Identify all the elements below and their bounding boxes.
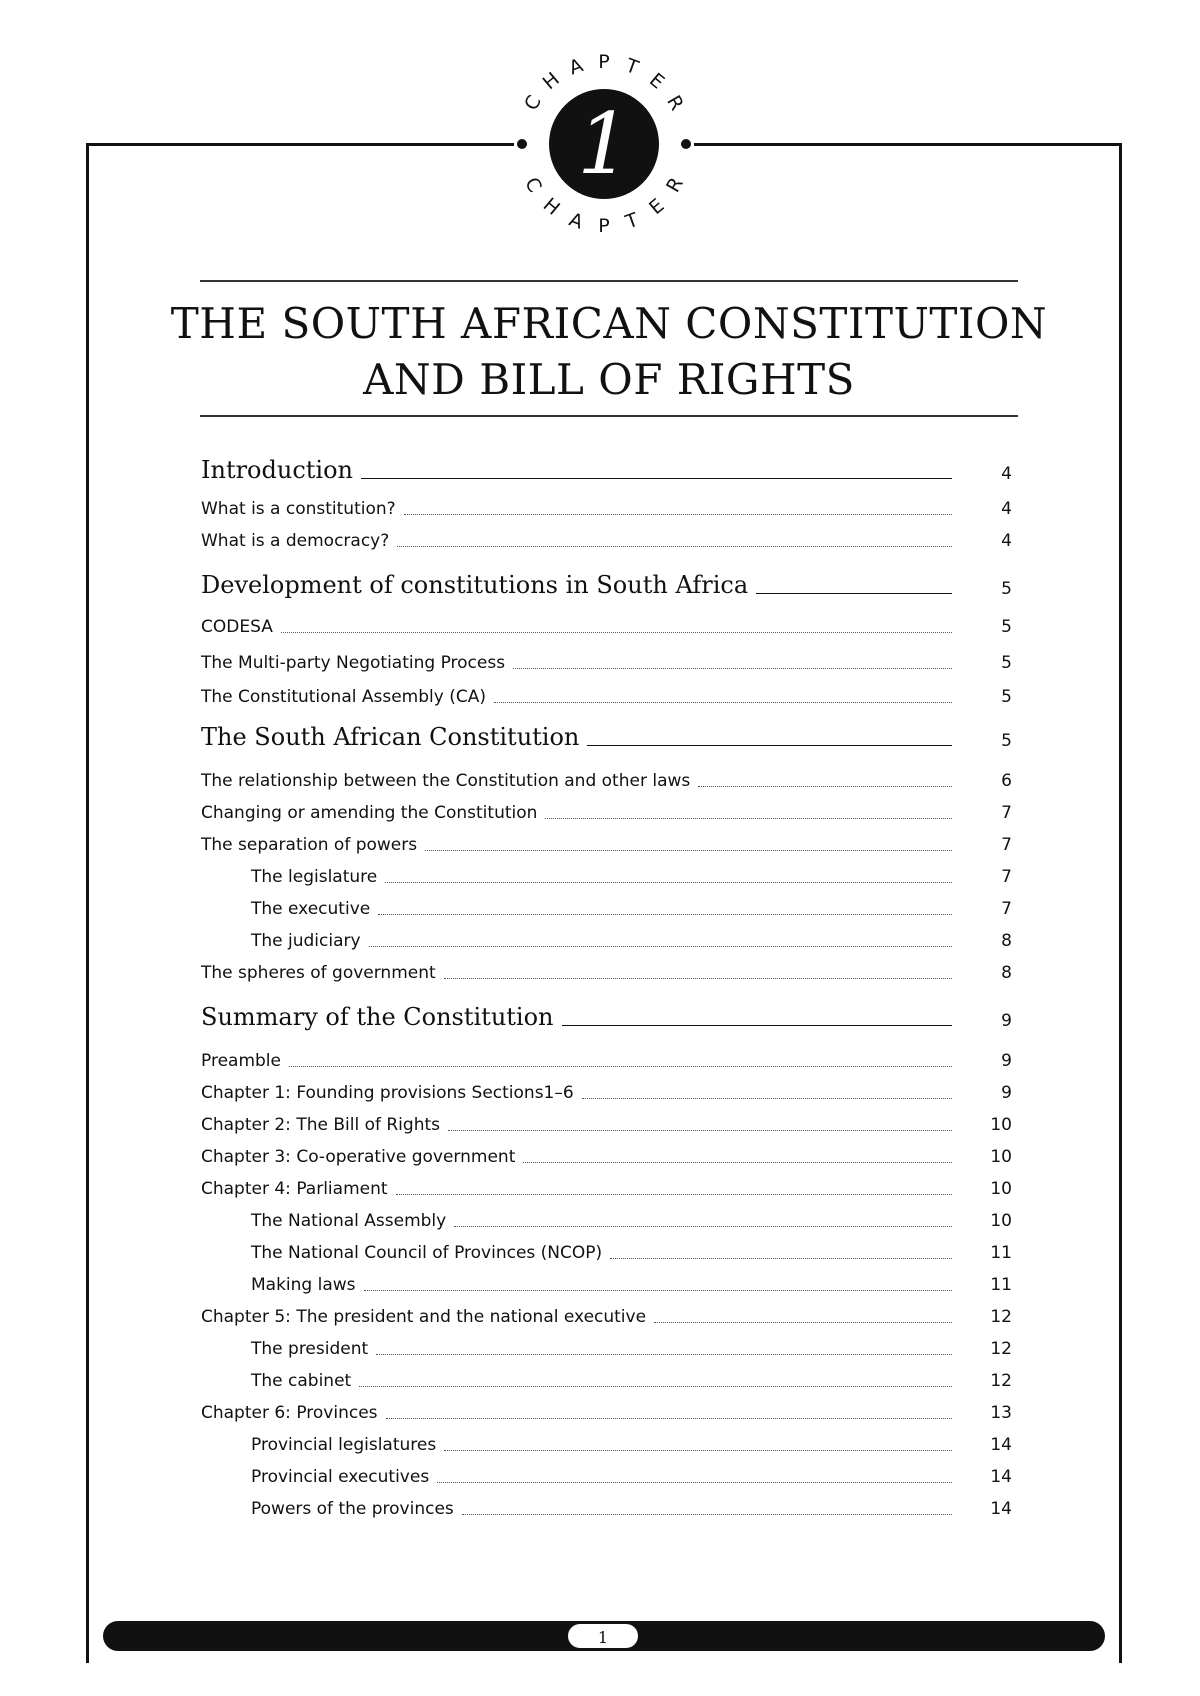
toc-entry-label: Chapter 6: Provinces — [201, 1403, 378, 1423]
ring-letter: E — [645, 68, 669, 94]
ring-letter: E — [645, 194, 669, 220]
toc-page-number: 4 — [1001, 499, 1012, 519]
toc-page-number: 5 — [1001, 617, 1012, 637]
toc-leader-line — [587, 745, 952, 746]
ring-letter: T — [622, 54, 642, 80]
toc-page-number: 6 — [1001, 771, 1012, 791]
toc-page-number: 11 — [990, 1275, 1012, 1295]
toc-entry-label: The executive — [251, 899, 371, 919]
toc-leader-line — [361, 478, 952, 479]
toc-page-number: 13 — [990, 1403, 1012, 1423]
toc-page-number: 12 — [990, 1371, 1012, 1391]
toc-page-number: 10 — [990, 1211, 1012, 1231]
toc-page-number: 4 — [1001, 531, 1012, 551]
toc-leader-line — [448, 1130, 952, 1131]
ring-letter: P — [598, 215, 610, 237]
toc-entry-label: Chapter 1: Founding provisions Sections1–6 — [201, 1083, 574, 1103]
toc-leader-line — [378, 914, 952, 915]
ring-letter: T — [622, 208, 642, 234]
toc-entry-label: Development of constitutions in South Africa — [201, 571, 749, 599]
toc-page-number: 7 — [1001, 835, 1012, 855]
toc-entry[interactable] — [201, 615, 1012, 637]
toc-entry-label: The South African Constitution — [201, 723, 580, 751]
page-title-line-2: AND BILL OF RIGHTS — [363, 355, 855, 404]
toc-entry[interactable] — [201, 1305, 1012, 1327]
toc-entry[interactable] — [251, 1337, 1012, 1359]
toc-leader-line — [562, 1025, 952, 1026]
toc-entry-label: Introduction — [201, 456, 353, 484]
toc-entry-label: The National Council of Provinces (NCOP) — [251, 1243, 603, 1263]
toc-entry-label: Making laws — [251, 1275, 356, 1295]
toc-leader-line — [523, 1162, 952, 1163]
toc-page-number: 12 — [990, 1339, 1012, 1359]
toc-entry-label: The Multi-party Negotiating Process — [201, 653, 506, 673]
toc-entry[interactable] — [251, 1465, 1012, 1487]
toc-entry-label: What is a democracy? — [201, 531, 390, 551]
ring-letter: C — [520, 91, 546, 115]
toc-entry[interactable] — [201, 1049, 1012, 1071]
toc-leader-line — [396, 1194, 952, 1195]
toc-entry-label: The legislature — [251, 867, 378, 887]
toc-page-number: 14 — [990, 1499, 1012, 1519]
page-title-line-1: THE SOUTH AFRICAN CONSTITUTION — [170, 299, 1048, 348]
toc-leader-line — [444, 978, 952, 979]
toc-entry[interactable] — [201, 801, 1012, 823]
ring-letter: R — [662, 173, 688, 197]
toc-leader-line — [404, 514, 952, 515]
toc-entry[interactable] — [251, 897, 1012, 919]
toc-entry[interactable] — [251, 1433, 1012, 1455]
toc-entry-label: Provincial executives — [251, 1467, 430, 1487]
toc-entry[interactable] — [251, 1273, 1012, 1295]
toc-page-number: 7 — [1001, 803, 1012, 823]
toc-page-number: 14 — [990, 1467, 1012, 1487]
ring-letter: A — [566, 54, 586, 80]
toc-page-number: 4 — [1001, 464, 1012, 484]
toc-leader-line — [385, 882, 952, 883]
toc-entry[interactable] — [251, 1497, 1012, 1519]
toc-leader-line — [444, 1450, 952, 1451]
toc-leader-line — [654, 1322, 952, 1323]
toc-entry-label: Chapter 4: Parliament — [201, 1179, 388, 1199]
toc-leader-line — [369, 946, 952, 947]
ring-letter: H — [538, 193, 564, 220]
toc-entry[interactable] — [201, 1401, 1012, 1423]
toc-page-number: 9 — [1001, 1011, 1012, 1031]
toc-entry[interactable] — [251, 865, 1012, 887]
ring-letter: R — [662, 91, 688, 115]
toc-entry[interactable] — [201, 1081, 1012, 1103]
toc-entry[interactable] — [201, 1177, 1012, 1199]
toc-leader-line — [494, 702, 952, 703]
ring-letter: C — [520, 173, 546, 197]
toc-leader-line — [386, 1418, 952, 1419]
toc-leader-line — [425, 850, 952, 851]
toc-entry[interactable] — [201, 1113, 1012, 1135]
toc-leader-line — [582, 1098, 952, 1099]
toc-entry-label: The separation of powers — [201, 835, 418, 855]
toc-page-number: 8 — [1001, 931, 1012, 951]
toc-page-number: 14 — [990, 1435, 1012, 1455]
ring-letter: H — [538, 68, 564, 95]
toc-entry-label: Powers of the provinces — [251, 1499, 454, 1519]
toc-page-number: 10 — [990, 1115, 1012, 1135]
toc-leader-line — [610, 1258, 952, 1259]
toc-entry[interactable] — [201, 833, 1012, 855]
toc-entry-label: Preamble — [201, 1051, 281, 1071]
toc-entry[interactable] — [201, 497, 1012, 519]
toc-leader-line — [454, 1226, 952, 1227]
toc-leader-line — [397, 546, 952, 547]
toc-section-heading[interactable] — [201, 1001, 1012, 1031]
toc-leader-line — [462, 1514, 952, 1515]
toc-leader-line — [437, 1482, 952, 1483]
toc-entry[interactable] — [201, 1145, 1012, 1167]
page-number: 1 — [566, 1622, 640, 1650]
toc-entry[interactable] — [251, 1369, 1012, 1391]
ring-letter: A — [566, 208, 586, 234]
toc-entry[interactable] — [201, 685, 1012, 707]
ring-letter: P — [598, 51, 610, 73]
toc-leader-line — [513, 668, 952, 669]
toc-section-heading[interactable] — [201, 569, 1012, 599]
toc-page-number: 5 — [1001, 653, 1012, 673]
toc-entry[interactable] — [201, 769, 1012, 791]
toc-leader-line — [376, 1354, 952, 1355]
toc-leader-line — [289, 1066, 952, 1067]
toc-leader-line — [698, 786, 952, 787]
toc-entry-label: The spheres of government — [201, 963, 436, 983]
toc-entry-label: The relationship between the Constitution and other laws — [201, 771, 691, 791]
toc-entry[interactable] — [201, 961, 1012, 983]
toc-page-number: 5 — [1001, 687, 1012, 707]
toc-entry-label: What is a constitution? — [201, 499, 396, 519]
toc-entry-label: CODESA — [201, 617, 273, 637]
toc-leader-line — [756, 593, 952, 594]
toc-entry-label: Chapter 5: The president and the national executive — [201, 1307, 647, 1327]
toc-page-number: 8 — [1001, 963, 1012, 983]
toc-section-heading[interactable] — [201, 454, 1012, 484]
toc-entry-label: The cabinet — [251, 1371, 352, 1391]
toc-page-number: 12 — [990, 1307, 1012, 1327]
toc-entry[interactable] — [201, 651, 1012, 673]
toc-entry-label: Changing or amending the Constitution — [201, 803, 538, 823]
toc-entry[interactable] — [251, 1241, 1012, 1263]
toc-page-number: 5 — [1001, 579, 1012, 599]
toc-page-number: 9 — [1001, 1083, 1012, 1103]
toc-entry-label: Provincial legislatures — [251, 1435, 437, 1455]
chapter-number: 1 — [577, 95, 631, 193]
toc-page-number: 5 — [1001, 731, 1012, 751]
toc-entry-label: The judiciary — [251, 931, 361, 951]
toc-entry[interactable] — [251, 1209, 1012, 1231]
toc-entry[interactable] — [201, 529, 1012, 551]
toc-leader-line — [545, 818, 952, 819]
toc-entry-label: The Constitutional Assembly (CA) — [201, 687, 486, 707]
toc-page-number: 9 — [1001, 1051, 1012, 1071]
toc-page-number: 10 — [990, 1147, 1012, 1167]
toc-page-number: 7 — [1001, 867, 1012, 887]
toc-entry-label: Chapter 2: The Bill of Rights — [201, 1115, 440, 1135]
toc-entry-label: Summary of the Constitution — [201, 1003, 554, 1031]
toc-entry-label: The president — [251, 1339, 369, 1359]
toc-page-number: 7 — [1001, 899, 1012, 919]
toc-leader-line — [281, 632, 952, 633]
toc-section-heading[interactable] — [201, 721, 1012, 751]
toc-leader-line — [359, 1386, 952, 1387]
toc-page-number: 10 — [990, 1179, 1012, 1199]
toc-page-number: 11 — [990, 1243, 1012, 1263]
toc-entry[interactable] — [251, 929, 1012, 951]
toc-leader-line — [364, 1290, 952, 1291]
toc-entry-label: The National Assembly — [251, 1211, 447, 1231]
toc-entry-label: Chapter 3: Co-operative government — [201, 1147, 516, 1167]
